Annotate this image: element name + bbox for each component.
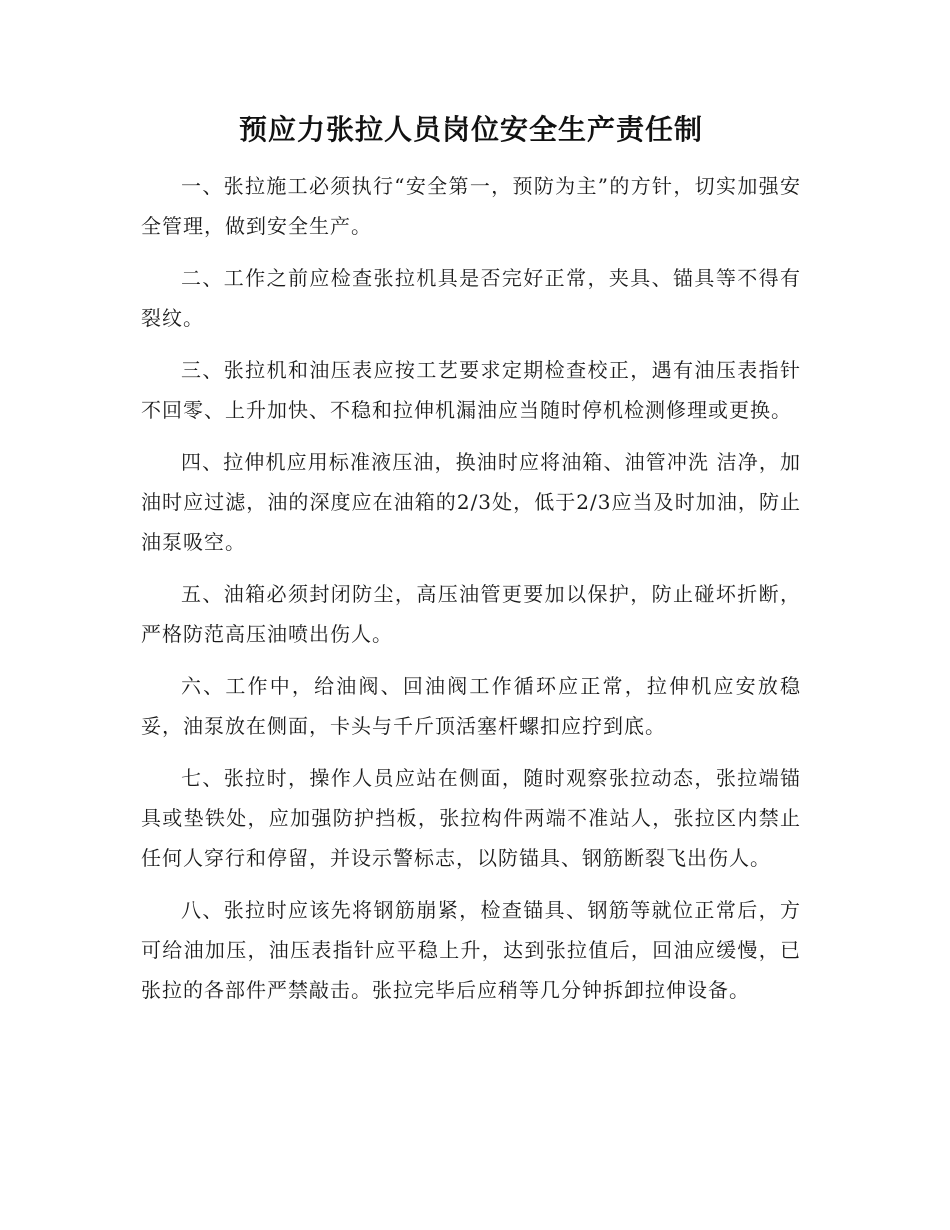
paragraph-5: 五、油箱必须封闭防尘，高压油管更要加以保护，防止碰坏折断，严格防范高压油喷出伤人。 [141,582,801,646]
paragraph-4: 四、拉伸机应用标准液压油，换油时应将油箱、油管冲洗 洁净，加油时应过滤，油的深度应在油箱的2/3处，低于2/3应当及时加油，防止油泵吸空。 [141,450,801,554]
paragraph-3: 三、张拉机和油压表应按工艺要求定期检查校正，遇有油压表指针不回零、上升加快、不稳和拉伸机漏油应当随时停机检测修理或更换。 [141,358,801,422]
paragraph-6: 六、工作中，给油阀、回油阀工作循环应正常，拉伸机应安放稳妥，油泵放在侧面，卡头与千斤顶活塞杆螺扣应拧到底。 [141,674,801,738]
paragraph-8: 八、张拉时应该先将钢筋崩紧，检查锚具、钢筋等就位正常后，方可给油加压，油压表指针应平稳上升，达到张拉值后，回油应缓慢，已张拉的各部件严禁敲击。张拉完毕后应稍等几分钟拆卸拉伸设备。 [141,898,801,1002]
paragraph-2: 二、工作之前应检查张拉机具是否完好正常，夹具、锚具等不得有裂纹。 [141,266,801,330]
document-page [141,108,801,1022]
document-title: 预应力张拉人员岗位安全生产责任制 [238,113,703,146]
paragraph-1: 一、张拉施工必须执行“安全第一，预防为主”的方针，切实加强安全管理，做到安全生产。 [141,174,801,238]
paragraph-7: 七、张拉时，操作人员应站在侧面，随时观察张拉动态，张拉端锚具或垫铁处，应加强防护挡板，张拉构件两端不准站人，张拉区内禁止任何人穿行和停留，并设示警标志，以防锚具、钢筋断裂飞出伤人。 [141,766,801,870]
